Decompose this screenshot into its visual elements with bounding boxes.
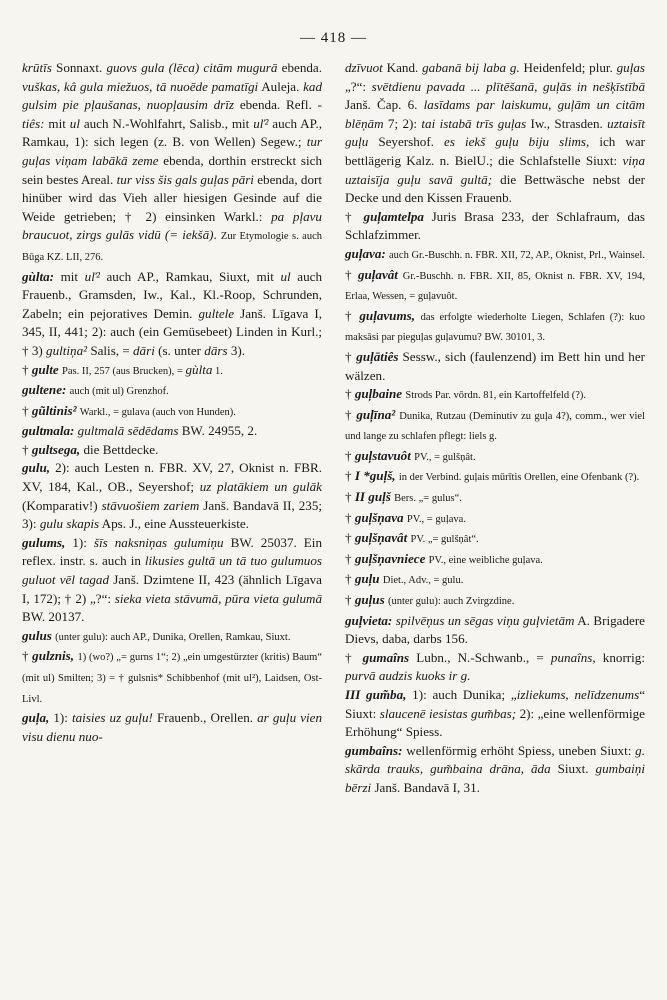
dictionary-entry — [22, 627, 322, 648]
entry-text: Iw., Strasden. — [526, 115, 608, 131]
entry-text: † — [345, 348, 357, 364]
entry-text: Janš. Dzimtene II, 423 (ähnlich Līgava I, 172); † 2) „?“: — [22, 572, 322, 606]
entry-text: (s. unter — [154, 342, 205, 358]
dictionary-entry — [22, 422, 322, 441]
entry-text: A. Brigadere Dievs, daba, darbs 156. — [345, 612, 645, 647]
entry-headword: gùlta: — [22, 268, 55, 284]
entry-text: † — [345, 509, 355, 525]
entry-text: † — [22, 648, 33, 664]
small-text: 1. — [212, 365, 223, 377]
entry-text: Sessw., sich (faulenzend) im Bett hin und her wälzen. — [345, 348, 645, 383]
dictionary-entry — [345, 59, 645, 208]
entry-text: 1): auch Dunika; „ — [406, 687, 517, 702]
entry-text: Heidenfeld; plur. — [519, 60, 617, 75]
italic-text: svētdienu pavada ... plītēšanā, guļās in nešķīstībā — [371, 78, 645, 94]
entry-text: † — [345, 649, 363, 665]
entry-text: BW. 20137. — [22, 609, 85, 625]
entry-text: Janš. Bandavā I, 31. — [371, 779, 480, 795]
entry-headword: gulte — [31, 361, 59, 377]
entry-text: 1): — [65, 534, 94, 550]
entry-headword: guļšņavât — [354, 530, 408, 546]
italic-text: dāri — [133, 342, 155, 358]
dictionary-entry — [345, 591, 645, 612]
small-text: Dunika, Rutzau (Deminutiv zu guļa 4?), comm., wer viel und lange zu schlafen pflegt: liels g. — [345, 410, 646, 443]
entry-text: † — [345, 406, 357, 422]
dictionary-entry — [345, 447, 645, 468]
entry-headword: gultsega, — [31, 441, 81, 457]
italic-text: gultele — [198, 305, 235, 321]
entry-text: „?“: — [345, 78, 372, 94]
italic-text: guļas — [616, 60, 645, 75]
entry-text: Kand. — [382, 60, 423, 75]
entry-text: † — [345, 468, 355, 484]
entry-text: auch Frauenb., Gramsden, Iw., Kal., Kl.-Roop, Schrunden, Zabeln; ein pejoratives Demin. — [22, 268, 322, 321]
entry-text: Seyershof. — [368, 134, 445, 150]
entry-text: ebenda, dorthin erstreckt sich sein bestes Areal. — [22, 152, 322, 187]
entry-text: 7; 2): — [383, 115, 422, 131]
italic-text: guovs gula (lēca) citām mugurā — [106, 60, 278, 75]
entry-headword: guļava: — [345, 245, 386, 261]
entry-text: 2): „eine wellenförmige Erhöhung“ Spiess. — [345, 705, 645, 740]
left-column — [22, 59, 322, 798]
entry-headword: gultene: — [22, 382, 67, 398]
italic-text: g. skārda trauks, gum̃baina drāna, āda — [345, 742, 645, 777]
dictionary-entry — [22, 459, 322, 533]
dictionary-entry — [22, 709, 322, 746]
entry-text: auch AP., Ramkau, 1): sich legen (z. B. von Wellen) Segew.; — [22, 115, 323, 150]
entry-headword: gulu, — [22, 460, 51, 476]
italic-text: uztaisīt guļu — [345, 115, 645, 150]
dictionary-entry — [345, 612, 645, 649]
italic-text: pa pļavu braucuot, zirgs gulās vidū (= iekšā) — [22, 208, 322, 243]
entry-headword: gumbaîns: — [345, 742, 403, 758]
entry-text: † — [345, 307, 360, 323]
italic-text: spilvēņus un sēgas viņu guļvietām — [395, 612, 575, 628]
entry-headword: guļšņavniece — [354, 550, 426, 566]
italic-text: šīs naksniņas gulumiņu — [93, 534, 224, 550]
entry-text: † — [345, 208, 364, 224]
entry-headword: gulus — [22, 627, 52, 643]
dictionary-entry — [345, 550, 645, 571]
entry-text: 2): auch Lesten n. FBR. XV, 27, Oknist n. FBR. XV, 184, Kal., OB., Seyershof; — [22, 460, 322, 495]
dictionary-entry — [345, 385, 645, 406]
entry-headword: II guļš — [354, 489, 391, 505]
dictionary-entry — [22, 59, 322, 268]
dictionary-entry — [22, 534, 322, 627]
entry-headword: guļu — [354, 571, 380, 587]
italic-text: gabanā bij laba g. — [422, 60, 520, 75]
entry-text: (Komparativ!) — [22, 497, 102, 513]
entry-headword: guļamtelpa — [363, 208, 424, 224]
entry-text: Frauenb., Orellen. — [152, 710, 258, 726]
dictionary-entry — [345, 245, 645, 266]
entry-text: Auleja. — [258, 78, 304, 94]
italic-text: uľ² — [253, 115, 269, 131]
entry-text: Janš. Līgava I, 345, II, 441; 2): auch (ein Gemüsebeet) Linden in Kurl.; † 3) — [22, 305, 323, 358]
dictionary-entry — [345, 208, 645, 245]
entry-headword: guļbaine — [354, 386, 403, 402]
italic-text: sieka vieta stāvumā, pūra vieta gulumā — [114, 590, 322, 606]
entry-text: † — [345, 447, 355, 463]
italic-text: uz platākiem un gulāk — [199, 479, 322, 495]
small-text: das erfolgte wiederholte Liegen, Schlafen (?): kuo maksāsi par pieguļas guļavumu? BW. 30101, 3. — [345, 311, 645, 344]
dictionary-entry — [345, 649, 645, 686]
entry-text: Janš. Čap. 6. — [345, 97, 424, 113]
entry-text: † — [345, 386, 355, 402]
dictionary-entry — [22, 268, 322, 361]
entry-headword: guļīna² — [356, 406, 396, 422]
entry-text: knorrig: — [595, 649, 645, 665]
entry-text: Juris Brasa 233, der Schlafraum, das Schlafzimmer. — [345, 208, 645, 243]
italic-text: -tiês: — [22, 97, 322, 131]
entry-text: Sonnaxt. — [51, 60, 107, 75]
entry-text: Aps. J., eine Aussteuerkiste. — [99, 516, 249, 532]
italic-text: tur viss šis gals guļas pāri — [116, 171, 254, 187]
entry-headword: gulums, — [22, 534, 66, 550]
dictionary-entry — [22, 402, 322, 423]
entry-text: auch AP., Ramkau, Siuxt, mit — [99, 268, 281, 284]
italic-text: gultiņa² — [46, 342, 88, 358]
entry-text: ich war bettlägerig Kalz. n. BielU.; die Schlafstelle Siuxt: — [345, 134, 646, 168]
italic-text: uľ² — [84, 268, 100, 284]
entry-headword: guļšņava — [354, 509, 404, 525]
entry-text: Janš. Bandavā II, 235; 3): — [22, 497, 322, 532]
italic-text: gulu skapis — [39, 516, 100, 532]
dictionary-entry — [345, 348, 645, 385]
page-number: — 418 — — [300, 30, 367, 46]
entry-text: die Bettdecke. — [80, 441, 159, 457]
italic-text: gultmalā sēdēdams — [77, 423, 179, 439]
small-text: PV., = guļava. — [406, 513, 466, 525]
dictionary-entry — [345, 529, 645, 550]
italic-text: es iekš guļu biju slims, — [444, 134, 590, 150]
entry-text: † — [345, 266, 358, 282]
italic-text: dārs — [204, 342, 228, 358]
entry-text: auch N.-Wohlfahrt, Salisb., mit — [79, 115, 254, 131]
entry-headword: I *guļš, — [354, 468, 396, 484]
entry-headword: guļstavuôt — [354, 447, 411, 463]
small-text: Pas. II, 257 (aus Brucken), = — [62, 365, 186, 377]
entry-text: wellenförmig erhöht Spiess, uneben Siuxt: — [402, 742, 636, 758]
entry-headword: gulznis, — [32, 648, 75, 664]
entry-text: mit — [54, 268, 85, 284]
dictionary-entry — [345, 570, 645, 591]
small-text: (unter gulu): auch AP., Dunika, Orellen, Ramkau, Siuxt. — [55, 631, 291, 643]
dictionary-entry — [22, 361, 322, 382]
dictionary-entry — [345, 307, 645, 348]
right-column — [345, 59, 645, 798]
italic-text: stāvuošiem zariem — [101, 497, 200, 513]
entry-headword: guļvieta: — [345, 612, 393, 628]
entry-headword: guļavât — [357, 266, 398, 282]
dictionary-entry — [345, 488, 645, 509]
entry-headword: guļavums, — [359, 307, 416, 323]
italic-text: kad gulsim pie pļaušanas, nuopļausim drīz — [22, 78, 322, 113]
dictionary-entry — [22, 381, 322, 402]
dictionary-entry — [345, 742, 645, 798]
entry-text: † — [22, 402, 32, 418]
entry-headword: III gum̃ba, — [345, 687, 407, 702]
small-text: Gr.-Buschh. n. FBR. XII, 85, Oknist n. FBR. XV, 194, Erlaa, Wessen, = guļavuôt. — [345, 270, 645, 303]
italic-text: izliekums, nelīdzenums — [516, 687, 640, 702]
small-text: in der Verbind. guļais mūrītis Orellen, eine Ofenbank (?). — [398, 472, 640, 484]
small-text: auch Gr.-Buschh. n. FBR. XII, 72, AP., Oknist, Prl., Wainsel. — [389, 249, 645, 261]
italic-text: dzīvuot — [345, 60, 383, 75]
dictionary-entry — [345, 467, 645, 488]
entry-text: 3). — [227, 342, 246, 358]
entry-headword: guļus — [354, 592, 385, 608]
entry-text: ebenda. Refl. — [234, 97, 318, 113]
small-text: PV. „= gulšņât“. — [410, 534, 479, 546]
italic-text: ul — [280, 268, 291, 284]
italic-text: vuškas, kâ gula miežuos, tā nuoēde pamatīgi — [22, 78, 259, 94]
entry-headword: gultmala: — [22, 423, 75, 439]
entry-text: † — [345, 550, 355, 566]
entry-text: die Bettwäsche nebst der Decke und den Kissen Frauenb. — [345, 171, 645, 206]
entry-text: † — [345, 592, 355, 608]
entry-text: Salis, = — [87, 342, 133, 358]
entry-text: † — [22, 441, 32, 457]
dictionary-entry — [345, 509, 645, 530]
small-text: PV., eine weibliche guļava. — [428, 554, 543, 566]
entry-text: 1): — [49, 710, 72, 726]
entry-text: † — [345, 571, 355, 587]
entry-text: ebenda. — [277, 60, 323, 75]
entry-text: † — [345, 530, 355, 546]
italic-text: punaîns, — [550, 649, 596, 665]
entry-text: ebenda, dort hinüber wird das Vieh aller hiesigen Gesinde auf die Weide getrieben; † 2) einsinken Warkl.: — [22, 171, 322, 224]
columns — [22, 59, 645, 798]
dictionary-entry — [345, 686, 645, 742]
entry-text: . — [213, 227, 221, 243]
entry-headword: gumaîns — [362, 649, 410, 665]
small-text: (unter gulu): auch Zvirgzdine. — [387, 596, 515, 608]
small-text: 1) (wo?) „= gurns 1“; 2) „ein umgestürzter (kritis) Baum“ (mit ul) Smilten; 3) = † gulsnis* Schibbenhof (mit ul²), Laidsen, Ost-Livl. — [22, 652, 322, 705]
entry-text: Lubn., N.-Schwanb., = — [409, 649, 551, 665]
entry-text: † — [22, 361, 32, 377]
small-text: Diet., Adv., = gulu. — [382, 575, 464, 587]
small-text: Bers. „= gulus“. — [394, 493, 462, 505]
small-text: Strods Par. vōrdn. 81, ein Kartoffelfeld (?). — [405, 390, 587, 402]
entry-headword: guļātiês — [356, 348, 399, 364]
italic-text: ar guļu vien visu dienu nuo- — [22, 710, 323, 744]
dictionary-entry — [22, 441, 322, 460]
italic-text: taisies uz guļu! — [72, 710, 153, 726]
small-text: Warkl., = gulava (auch von Hunden). — [79, 406, 236, 418]
entry-text: † — [345, 489, 355, 505]
italic-text: gumbaiņi bērzi — [345, 761, 645, 795]
small-text: Zur Etymologie s. auch Būga KZ. LII, 276. — [22, 231, 322, 263]
entry-text: BW. 25037. Ein reflex. instr. s. auch in — [22, 534, 322, 569]
dictionary-entry — [345, 406, 645, 447]
entry-headword: guļa, — [22, 710, 50, 726]
italic-text: krūtīs — [22, 60, 52, 75]
entry-text: Siuxt. — [550, 761, 596, 777]
italic-text: lasīdams par laiskumu, guļām un citām blēņām — [345, 97, 645, 131]
small-text: auch (mit ul) Grenzhof. — [69, 386, 169, 398]
italic-text: gùlta — [185, 361, 213, 377]
italic-text: ul — [69, 115, 80, 131]
dictionary-entry — [22, 647, 322, 709]
dictionary-entry — [345, 266, 645, 307]
entry-text: “ Siuxt: — [345, 687, 645, 721]
italic-text: purvā audzis kuoks ir g. — [345, 668, 471, 684]
italic-text: likusies gultā un tā tuo gulumuos guluot vēl tagad — [22, 553, 322, 588]
italic-text: tai istabā trīs guļas — [421, 115, 527, 131]
entry-text: mit — [44, 115, 70, 131]
entry-headword: gũltinis² — [31, 402, 77, 418]
italic-text: tur guļas viņam labākā zeme — [22, 134, 322, 168]
small-text: PV., = gulšņât. — [414, 451, 476, 463]
italic-text: viņa uztaisīja guļu savā gultā; — [345, 152, 645, 187]
entry-text: BW. 24955, 2. — [178, 423, 258, 439]
italic-text: slaucenē iesistas gum̃bas; — [379, 705, 517, 721]
